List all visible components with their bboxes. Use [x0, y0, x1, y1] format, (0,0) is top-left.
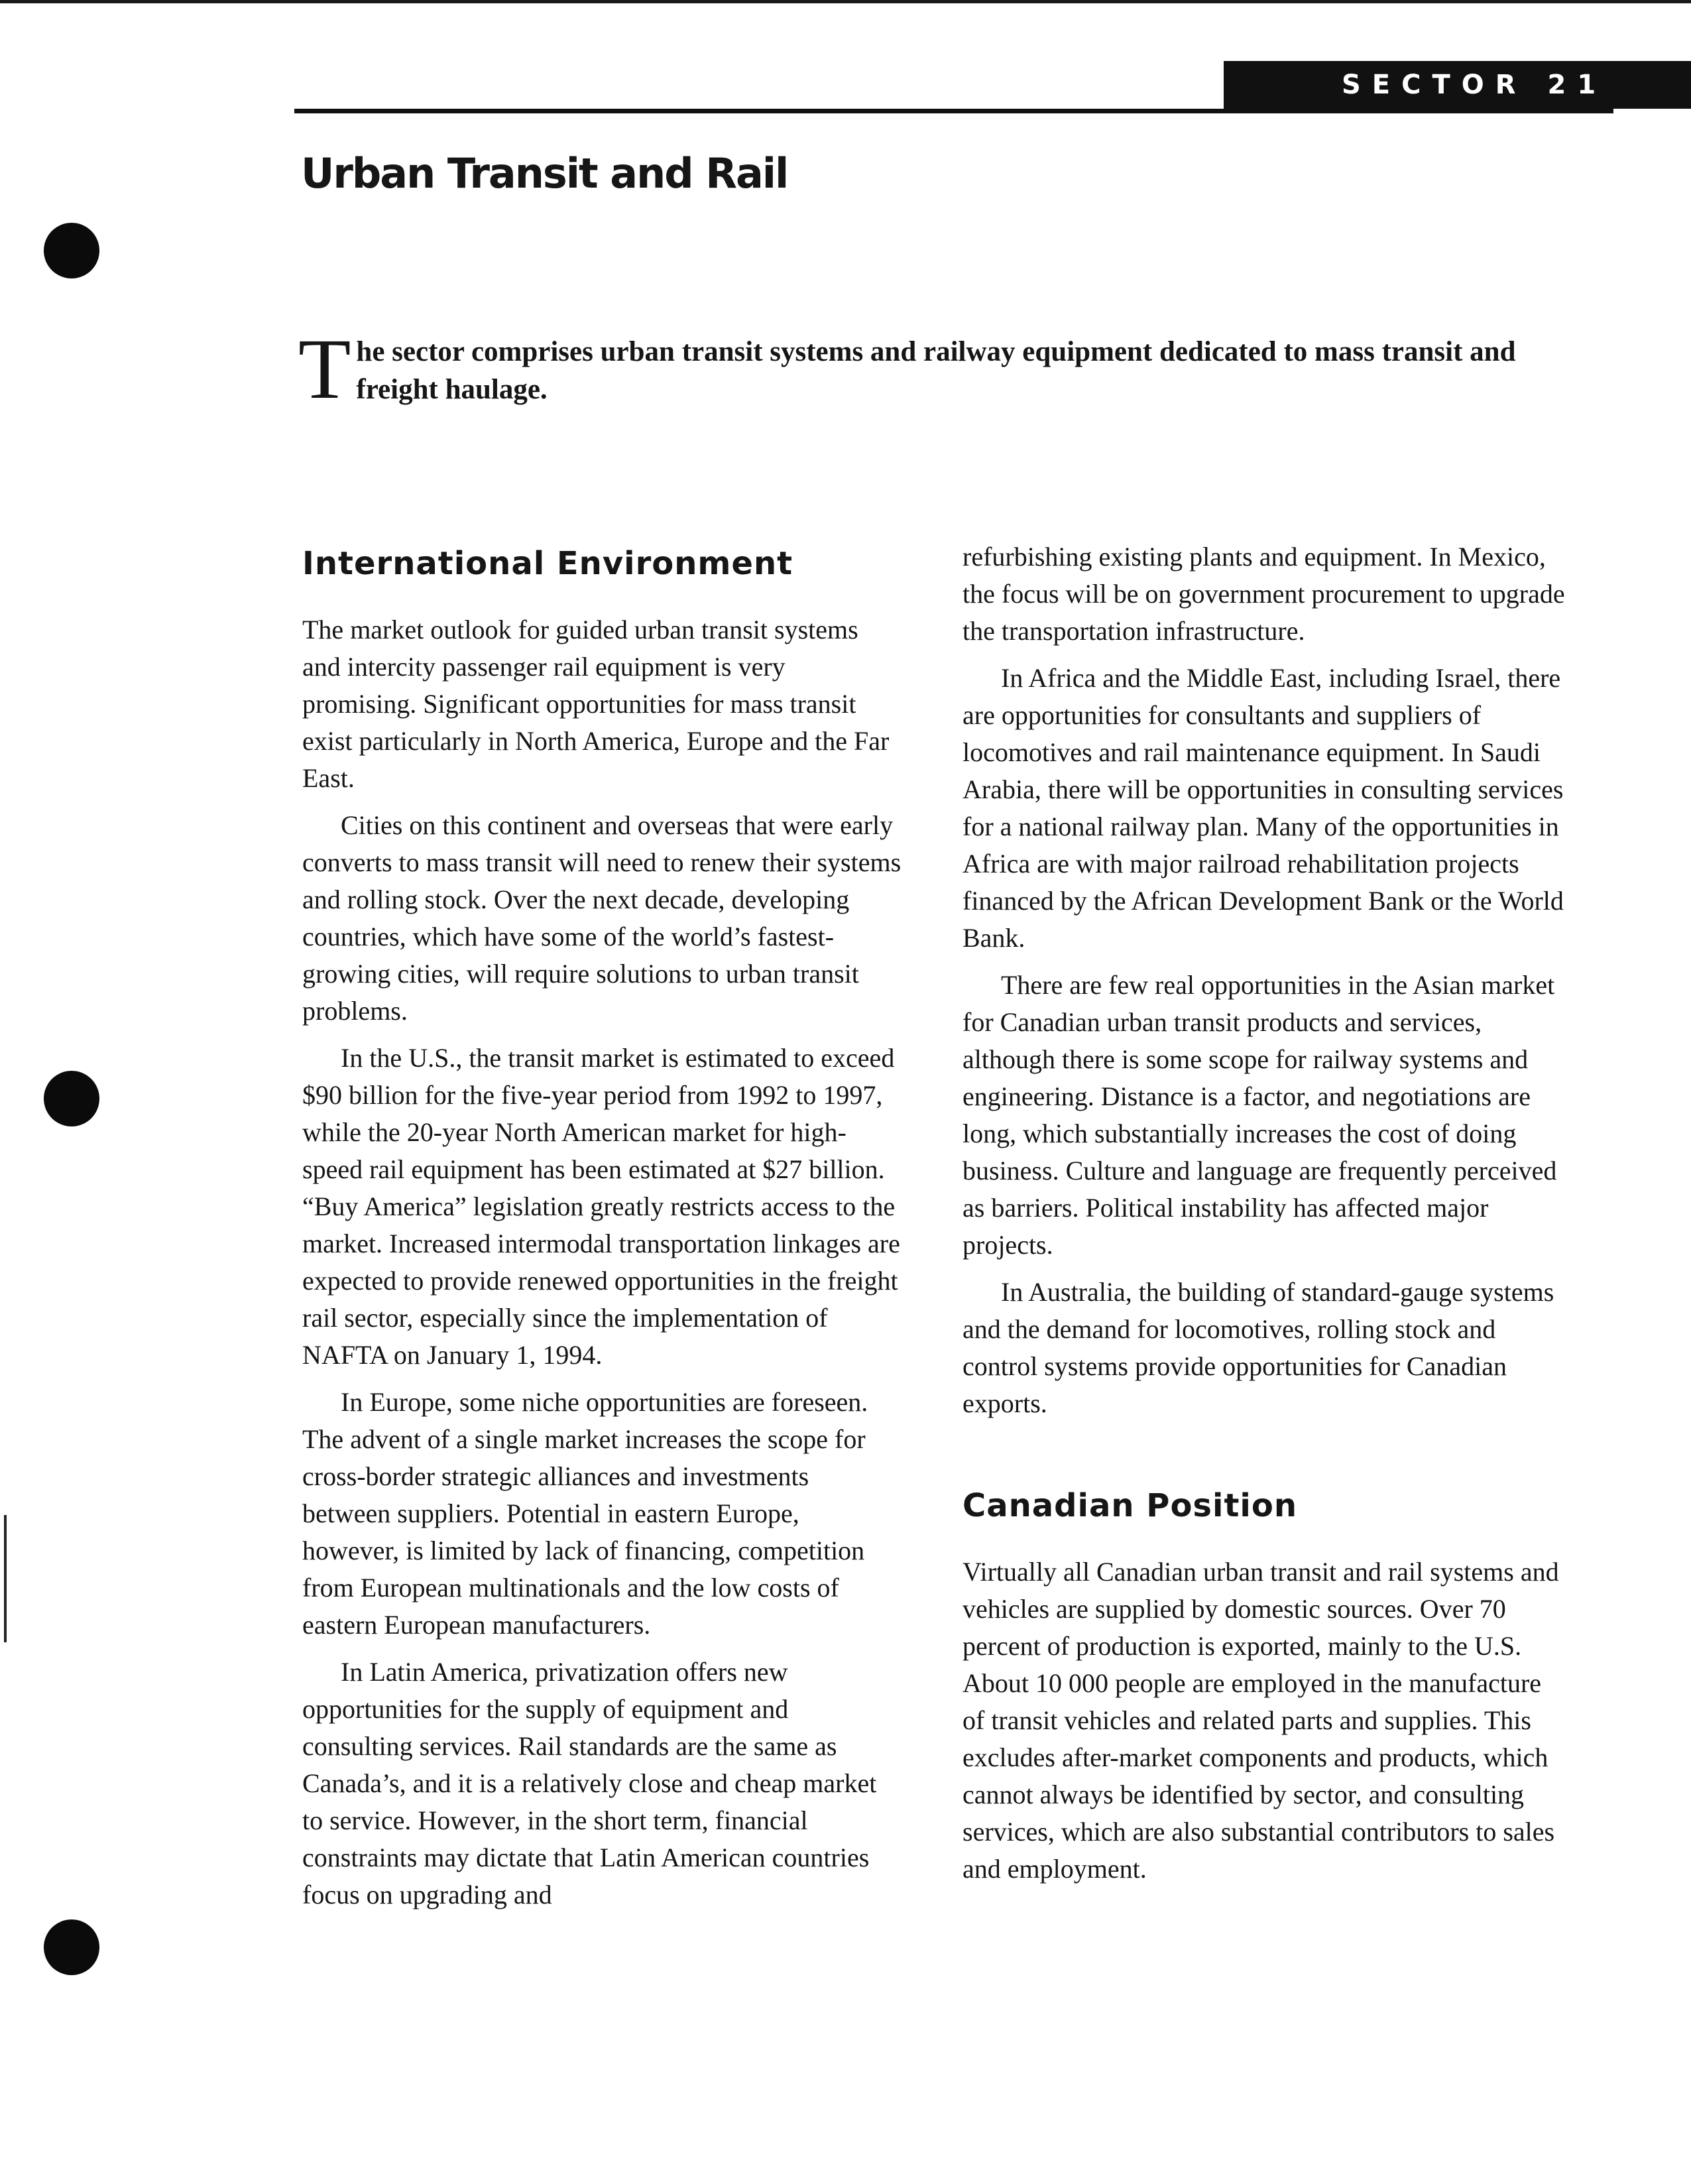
- body-paragraph: In the U.S., the transit market is estimated to exceed $90 billion for the five-year period from 1992 to 1997, while the 20-year North American market for high-speed rail equipment has been estimated at $27 billion. “Buy America” legislation greatly restricts access to the market. Increased intermodal transportation linkages are expected to provide renewed opportunities in the freight rail sector, especially since the implementation of NAFTA on January 1, 1994.: [302, 1043, 900, 1370]
- body-paragraph: Cities on this continent and overseas that were early converts to mass transit will need to renew their systems and rolling stock. Over the next decade, developing countries, which have some of the world’s fastest-growing cities, will require solutions to urban transit problems.: [302, 810, 902, 1026]
- section-heading-canadian: Canadian Position: [962, 1487, 1297, 1524]
- page-title: Urban Transit and Rail: [301, 149, 788, 198]
- body-paragraph: There are few real opportunities in the Asian market for Canadian urban transit products and services, although there is some scope for railway systems and engineering. Distance is a factor, and negotiations are long, which substantially increases the cost of doing business. Culture and language are frequently perceived as barriers. Political instability has affected major projects.: [962, 970, 1557, 1260]
- intro-text: he sector comprises urban transit systems and railway equipment dedicated to mass transit and freight haulage.: [356, 336, 1516, 405]
- body-paragraph: In Europe, some niche opportunities are foreseen. The advent of a single market increases the scope for cross-border strategic alliances and investments between suppliers. Potential in eastern Europe, however, is limited by lack of financing, competition from European multinationals and the low costs of eastern European manufacturers.: [302, 1387, 868, 1640]
- left-column: [302, 542, 902, 1923]
- body-paragraph: refurbishing existing plants and equipment. In Mexico, the focus will be on government procurement to upgrade the transportation infrastructure.: [962, 542, 1565, 646]
- binder-hole-icon: [44, 1071, 99, 1126]
- section-heading-international: International Environment: [302, 545, 793, 582]
- binder-hole-icon: [44, 1919, 99, 1975]
- body-paragraph: The market outlook for guided urban transit systems and intercity passenger rail equipment is very promising. Significant opportunities for mass transit exist particularly in North America, Europe and the Far East.: [302, 615, 890, 793]
- right-column: [962, 538, 1569, 1898]
- intro-paragraph: [298, 322, 1578, 417]
- body-paragraph: Virtually all Canadian urban transit and rail systems and vehicles are supplied by domestic sources. Over 70 percent of production is exported, mainly to the U.S. About 10 000 people are employed in the manufacture of transit vehicles and related parts and supplies. This excludes after-market components and products, which cannot always be identified by sector, and consulting services, which are also substantial contributors to sales and employment.: [962, 1557, 1559, 1884]
- binder-hole-icon: [44, 223, 99, 278]
- body-paragraph: In Latin America, privatization offers new opportunities for the supply of equipment and consulting services. Rail standards are the same as Canada’s, and it is a relatively close and cheap market to service. However, in the short term, financial constraints may dictate that Latin American countries focus on upgrading and: [302, 1657, 877, 1910]
- top-border-rule: [0, 0, 1691, 3]
- body-paragraph: In Australia, the building of standard-gauge systems and the demand for locomotives, rolling stock and control systems provide opportunities for Canadian exports.: [962, 1277, 1554, 1418]
- body-paragraph: In Africa and the Middle East, including Israel, there are opportunities for consultants and suppliers of locomotives and rail maintenance equipment. In Saudi Arabia, there will be opportunities in consulting services for a national railway plan. Many of the opportunities in Africa are with major railroad rehabilitation projects financed by the African Development Bank or the World Bank.: [962, 663, 1564, 953]
- sector-label: SECTOR 21: [1224, 61, 1691, 109]
- drop-cap: T: [298, 322, 351, 417]
- header-rule: [294, 109, 1613, 113]
- scan-edge-mark: [4, 1515, 7, 1642]
